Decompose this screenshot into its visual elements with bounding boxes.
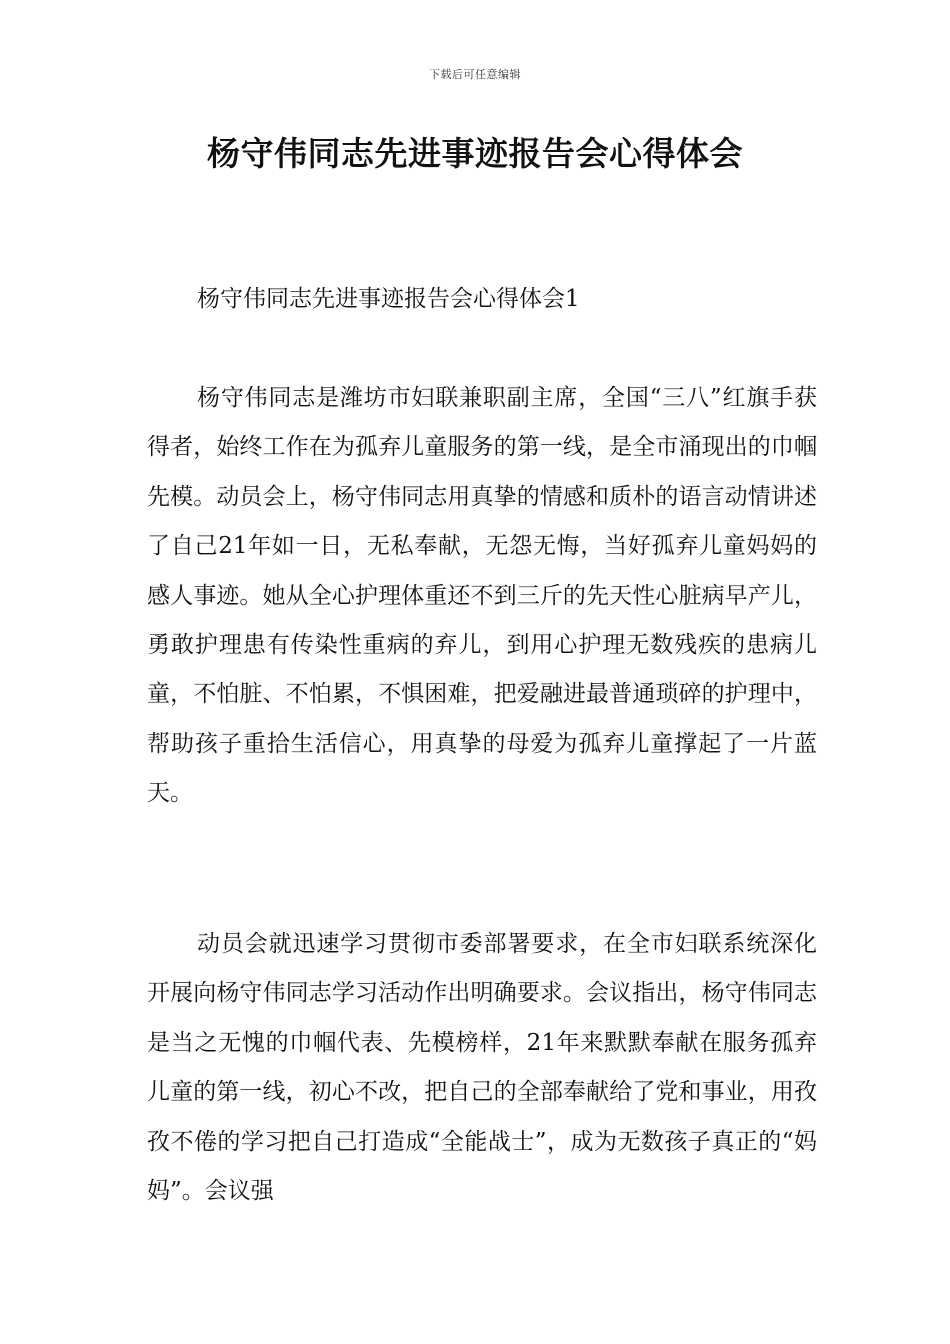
paragraph-2: 动员会就迅速学习贯彻市委部署要求，在全市妇联系统深化开展向杨守伟同志学习活动作出明确要求。会议指出，杨守伟同志是当之无愧的巾帼代表、先模榜样，21年来默默奉献在服务孤弃儿童的第一线，初心不改，把自己的全部奉献给了党和事业，用孜孜不倦的学习把自己打造成“全能战士”，成为无数孩子真正的“妈妈”。会议强 [147, 931, 817, 1205]
document-title: 杨守伟同志先进事迹报告会心得体会 [207, 134, 743, 173]
paragraph-1: 杨守伟同志是潍坊市妇联兼职副主席，全国“三八”红旗手获得者，始终工作在为孤弃儿童服务的第一线，是全市涌现出的巾帼先模。动员会上，杨守伟同志用真挚的情感和质朴的语言动情讲述了自己21年如一日，无私奉献，无怨无悔，当好孤弃儿童妈妈的感人事迹。她从全心护理体重还不到三斤的先天性心脏病早产儿，勇敢护理患有传染性重病的弃儿，到用心护理无数残疾的患病儿童，不怕脏、不怕累，不惧困难，把爱融进最普通琐碎的护理中，帮助孩子重拾生活信心，用真挚的母爱为孤弃儿童撑起了一片蓝天。 [147, 385, 817, 807]
header-note: 下载后可任意编辑 [429, 68, 521, 81]
section-title: 杨守伟同志先进事迹报告会心得体会1 [197, 286, 580, 312]
